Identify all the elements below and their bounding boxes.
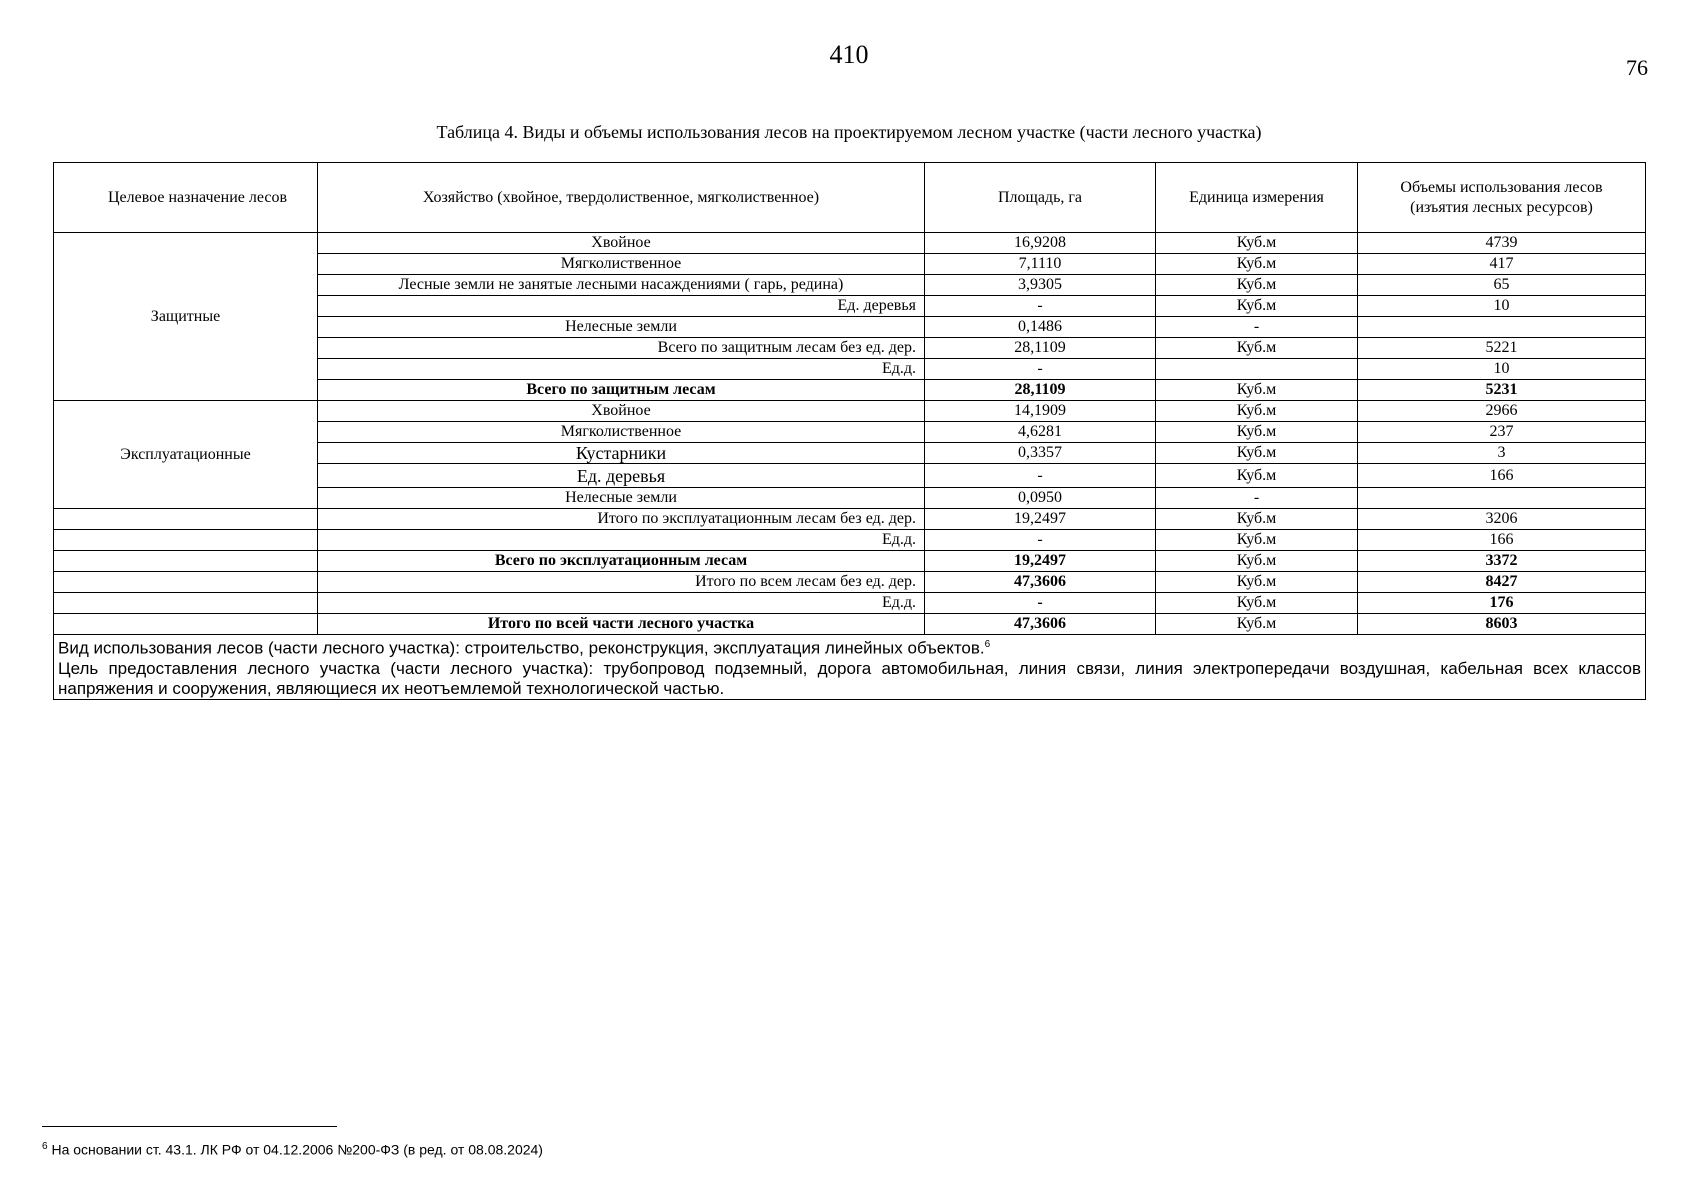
cell-area: -	[925, 464, 1156, 488]
cell-volume: 5231	[1358, 380, 1646, 401]
footnote-divider	[42, 1126, 337, 1127]
cell-area: 4,6281	[925, 422, 1156, 443]
cell-unit: Куб.м	[1156, 551, 1358, 572]
cell-empty	[54, 572, 318, 593]
cell-farm: Нелесные земли	[318, 488, 925, 509]
cell-area: -	[925, 296, 1156, 317]
cell-area: 16,9208	[925, 233, 1156, 254]
cell-unit: Куб.м	[1156, 443, 1358, 464]
cell-area: 19,2497	[925, 551, 1156, 572]
cell-empty	[54, 593, 318, 614]
cell-unit: -	[1156, 488, 1358, 509]
table-row	[54, 401, 1646, 422]
table-row	[54, 614, 1646, 635]
cell-volume: 8603	[1358, 614, 1646, 635]
cell-area: 0,3357	[925, 443, 1156, 464]
cell-volume: 4739	[1358, 233, 1646, 254]
table-row	[54, 593, 1646, 614]
cell-farm: Всего по защитным лесам	[318, 380, 925, 401]
table-caption: Таблица 4. Виды и объемы использования лесов на проектируемом лесном участке (части лесного участка)	[436, 122, 1262, 142]
cell-volume: 65	[1358, 275, 1646, 296]
cell-area: 3,9305	[925, 275, 1156, 296]
header-unit: Единица измерения	[1156, 163, 1358, 233]
table-row	[54, 530, 1646, 551]
cell-farm: Ед.д.	[318, 530, 925, 551]
cell-unit: Куб.м	[1156, 401, 1358, 422]
table-row	[54, 551, 1646, 572]
cell-farm: Итого по эксплуатационным лесам без ед. дер.	[318, 509, 925, 530]
cell-farm: Итого по всем лесам без ед. дер.	[318, 572, 925, 593]
cell-area: 47,3606	[925, 614, 1156, 635]
cell-unit: Куб.м	[1156, 509, 1358, 530]
note-usage	[58, 635, 1641, 659]
cell-volume	[1358, 317, 1646, 338]
cell-volume: 10	[1358, 296, 1646, 317]
cell-empty	[54, 509, 318, 530]
cell-farm: Ед.д.	[318, 593, 925, 614]
cell-volume: 8427	[1358, 572, 1646, 593]
group-name-protective: Защитные	[54, 233, 318, 401]
cell-area: 0,1486	[925, 317, 1156, 338]
cell-farm: Всего по защитным лесам без ед. дер.	[318, 338, 925, 359]
header-area: Площадь, га	[925, 163, 1156, 233]
cell-area: 0,0950	[925, 488, 1156, 509]
cell-volume: 10	[1358, 359, 1646, 380]
cell-unit: Куб.м	[1156, 572, 1358, 593]
cell-volume: 3206	[1358, 509, 1646, 530]
cell-area: 28,1109	[925, 380, 1156, 401]
note-usage-text: Вид использования лесов (части лесного участка): строительство, реконструкция, эксплуатация линейных объектов.	[58, 638, 985, 658]
cell-area: 7,1110	[925, 254, 1156, 275]
cell-unit: -	[1156, 317, 1358, 338]
cell-area: -	[925, 359, 1156, 380]
cell-unit: Куб.м	[1156, 464, 1358, 488]
cell-empty	[54, 530, 318, 551]
table-notes	[54, 635, 1646, 700]
cell-farm: Ед. деревья	[318, 296, 925, 317]
cell-unit: Куб.м	[1156, 275, 1358, 296]
group-name-exploitation: Эксплуатационные	[54, 401, 318, 509]
footnote-text: На основании ст. 43.1. ЛК РФ от 04.12.2006 №200-ФЗ (в ред. от 08.08.2024)	[47, 1141, 543, 1158]
footnote	[42, 1141, 543, 1158]
cell-empty	[54, 551, 318, 572]
cell-farm: Кустарники	[318, 443, 925, 464]
cell-volume: 3372	[1358, 551, 1646, 572]
cell-unit: Куб.м	[1156, 614, 1358, 635]
cell-area: -	[925, 530, 1156, 551]
cell-farm: Мягколиственное	[318, 422, 925, 443]
table-row	[54, 509, 1646, 530]
cell-volume: 417	[1358, 254, 1646, 275]
cell-unit: Куб.м	[1156, 233, 1358, 254]
cell-area: 28,1109	[925, 338, 1156, 359]
cell-unit: Куб.м	[1156, 422, 1358, 443]
header-volume: Объемы использования лесов (изъятия лесных ресурсов)	[1358, 163, 1646, 233]
cell-unit: Куб.м	[1156, 254, 1358, 275]
cell-unit: Куб.м	[1156, 338, 1358, 359]
header-purpose: Целевое назначение лесов	[54, 163, 318, 233]
cell-unit: Куб.м	[1156, 380, 1358, 401]
cell-volume: 2966	[1358, 401, 1646, 422]
cell-volume: 166	[1358, 464, 1646, 488]
cell-unit	[1156, 359, 1358, 380]
cell-empty	[54, 614, 318, 635]
table-notes-row	[54, 635, 1646, 700]
cell-area: -	[925, 593, 1156, 614]
cell-farm: Нелесные земли	[318, 317, 925, 338]
cell-farm: Ед.д.	[318, 359, 925, 380]
cell-farm: Хвойное	[318, 233, 925, 254]
cell-volume: 166	[1358, 530, 1646, 551]
table-row	[54, 233, 1646, 254]
cell-farm: Итого по всей части лесного участка	[318, 614, 925, 635]
cell-farm: Мягколиственное	[318, 254, 925, 275]
cell-area: 14,1909	[925, 401, 1156, 422]
cell-unit: Куб.м	[1156, 530, 1358, 551]
note-usage-ref: 6	[984, 639, 991, 650]
cell-area: 47,3606	[925, 572, 1156, 593]
cell-farm: Всего по эксплуатационным лесам	[318, 551, 925, 572]
cell-volume: 5221	[1358, 338, 1646, 359]
header-farm: Хозяйство (хвойное, твердолиственное, мягколиственное)	[318, 163, 925, 233]
cell-unit: Куб.м	[1156, 296, 1358, 317]
cell-farm: Хвойное	[318, 401, 925, 422]
cell-area: 19,2497	[925, 509, 1156, 530]
cell-volume: 176	[1358, 593, 1646, 614]
cell-volume	[1358, 488, 1646, 509]
table-header-row	[54, 163, 1646, 233]
page-number-right: 76	[1626, 55, 1648, 80]
cell-unit: Куб.м	[1156, 593, 1358, 614]
cell-farm: Лесные земли не занятые лесными насаждениями ( гарь, редина)	[318, 275, 925, 296]
forest-use-table	[53, 162, 1646, 700]
page-number-top: 410	[829, 40, 869, 69]
cell-volume: 237	[1358, 422, 1646, 443]
cell-volume: 3	[1358, 443, 1646, 464]
table-row	[54, 572, 1646, 593]
note-purpose: Цель предоставления лесного участка (части лесного участка): трубопровод подземный, дорога автомобильная, линия связи, линия электропередачи воздушная, кабельная всех классов напряжения и сооружения, являющиеся их неотъемлемой технологической частью.	[58, 658, 1641, 698]
footnote-mark: 6	[42, 1141, 48, 1152]
cell-farm: Ед. деревья	[318, 464, 925, 488]
